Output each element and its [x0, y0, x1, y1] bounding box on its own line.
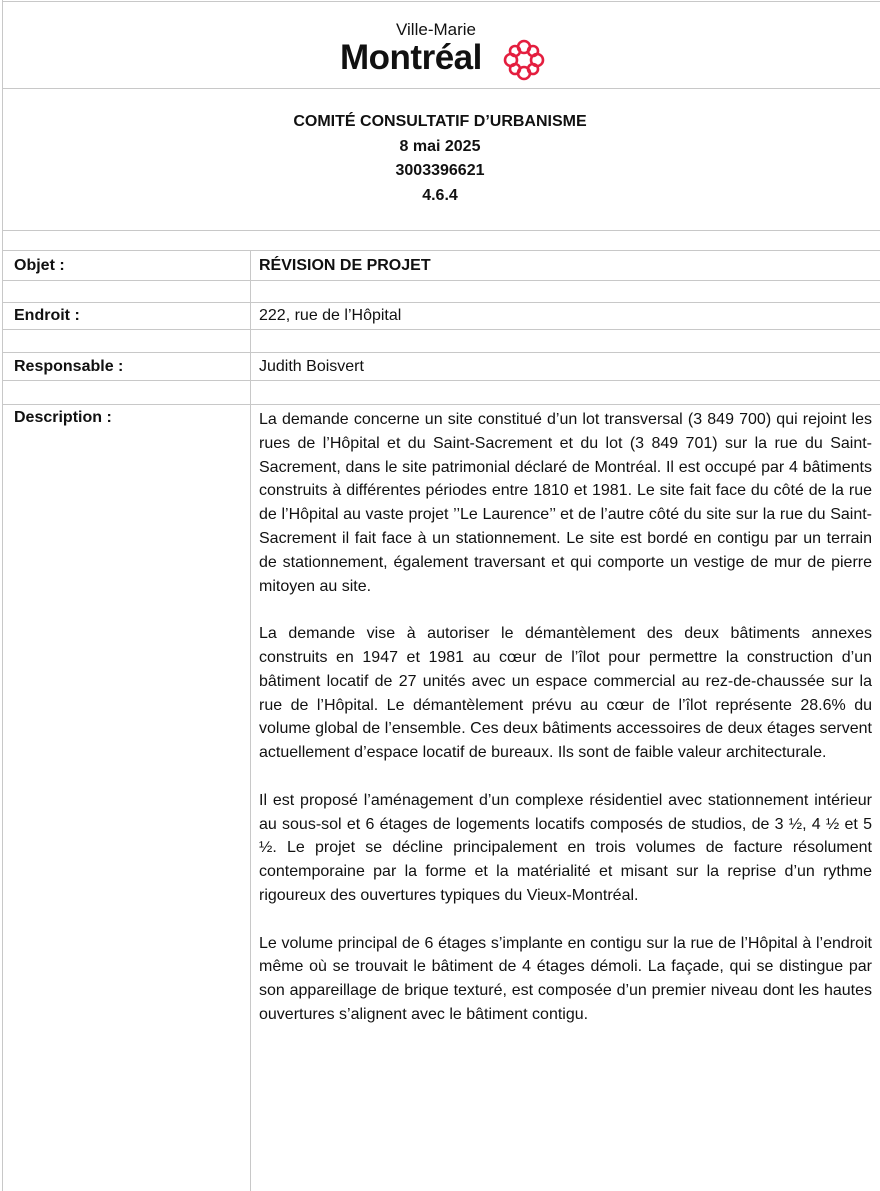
objet-value: RÉVISION DE PROJET: [259, 257, 431, 274]
item-number: 4.6.4: [422, 186, 458, 204]
meeting-title-block: [0, 110, 880, 208]
table-divider: [2, 380, 880, 381]
table-divider: [2, 250, 880, 251]
description-paragraph: Le volume principal de 6 étages s’implante en contigu sur la rue de l’Hôpital à l’endroit même où se trouvait le bâtiment de 4 étages démoli. La façade, qui se distingue par son appareillage de brique texturé, est composée d’un premier niveau dont les hautes ouvertures s’alignent avec le bâtiment contigu.: [259, 934, 872, 1023]
table-divider: [2, 404, 880, 405]
file-number: 3003396621: [395, 162, 485, 179]
description-label: Description :: [14, 409, 112, 426]
logo-borough-name: Ville-Marie: [396, 20, 476, 39]
table-divider: [2, 230, 880, 231]
table-divider: [2, 280, 880, 281]
header-divider: [2, 88, 880, 89]
endroit-value: 222, rue de l’Hôpital: [259, 307, 402, 324]
table-divider: [2, 302, 880, 303]
logo-header: [0, 0, 880, 88]
responsable-value: Judith Boisvert: [259, 358, 364, 375]
description-paragraph: Il est proposé l’aménagement d’un complexe résidentiel avec stationnement intérieur au sous-sol et 6 étages de logements locatifs composés de studios, de 3 ½, 4 ½ et 5 ½. Le projet se décline principalement en trois volumes de facture résolument contemporaine par la forme et la matérialité et misant sur la reprise d’un rythme rigoureux des ouvertures typiques du Vieux-Montréal.: [259, 791, 872, 904]
montreal-rosette-icon: [502, 38, 546, 82]
table-column-divider: [250, 250, 251, 1191]
committee-name: COMITÉ CONSULTATIF D’URBANISME: [293, 113, 587, 130]
logo-city-name: Montréal: [340, 38, 482, 77]
meeting-date: 8 mai 2025: [399, 137, 481, 155]
responsable-label: Responsable :: [14, 358, 124, 375]
table-divider: [2, 352, 880, 353]
description-paragraph: La demande vise à autoriser le démantèlement des deux bâtiments annexes construits en 1947 et 1981 au cœur de l’îlot pour permettre la construction d’un bâtiment locatif de 27 unités avec un espace commercial au rez-de-chaussée sur la rue de l’Hôpital. Le démantèlement prévu au cœur de l’îlot représente 28.6% du volume global de l’ensemble. Ces deux bâtiments accessoires de deux étages servent actuellement d’espace locatif de bureaux. Ils sont de faible valeur architecturale.: [259, 625, 872, 762]
objet-label: Objet :: [14, 257, 65, 274]
description-paragraph: La demande concerne un site constitué d’un lot transversal (3 849 700) qui rejoint les rues de l’Hôpital et du Saint-Sacrement et du lot (3 849 701) sur la rue du Saint-Sacrement, dans le site patrimonial déclaré de Montréal. Il est occupé par 4 bâtiments construits à différentes périodes entre 1810 et 1981. Le site fait face du côté de la rue de l’Hôpital au vaste projet ’’Le Laurence’’ et de l’autre côté du site sur la rue du Saint-Sacrement il fait face à un stationnement. Le site est bordé en contigu par un terrain de stationnement, également traversant et qui comporte un vestige de mur de pierre mitoyen au site.: [259, 411, 872, 595]
description-text: [259, 408, 872, 1051]
endroit-label: Endroit :: [14, 307, 80, 324]
table-divider: [2, 329, 880, 330]
